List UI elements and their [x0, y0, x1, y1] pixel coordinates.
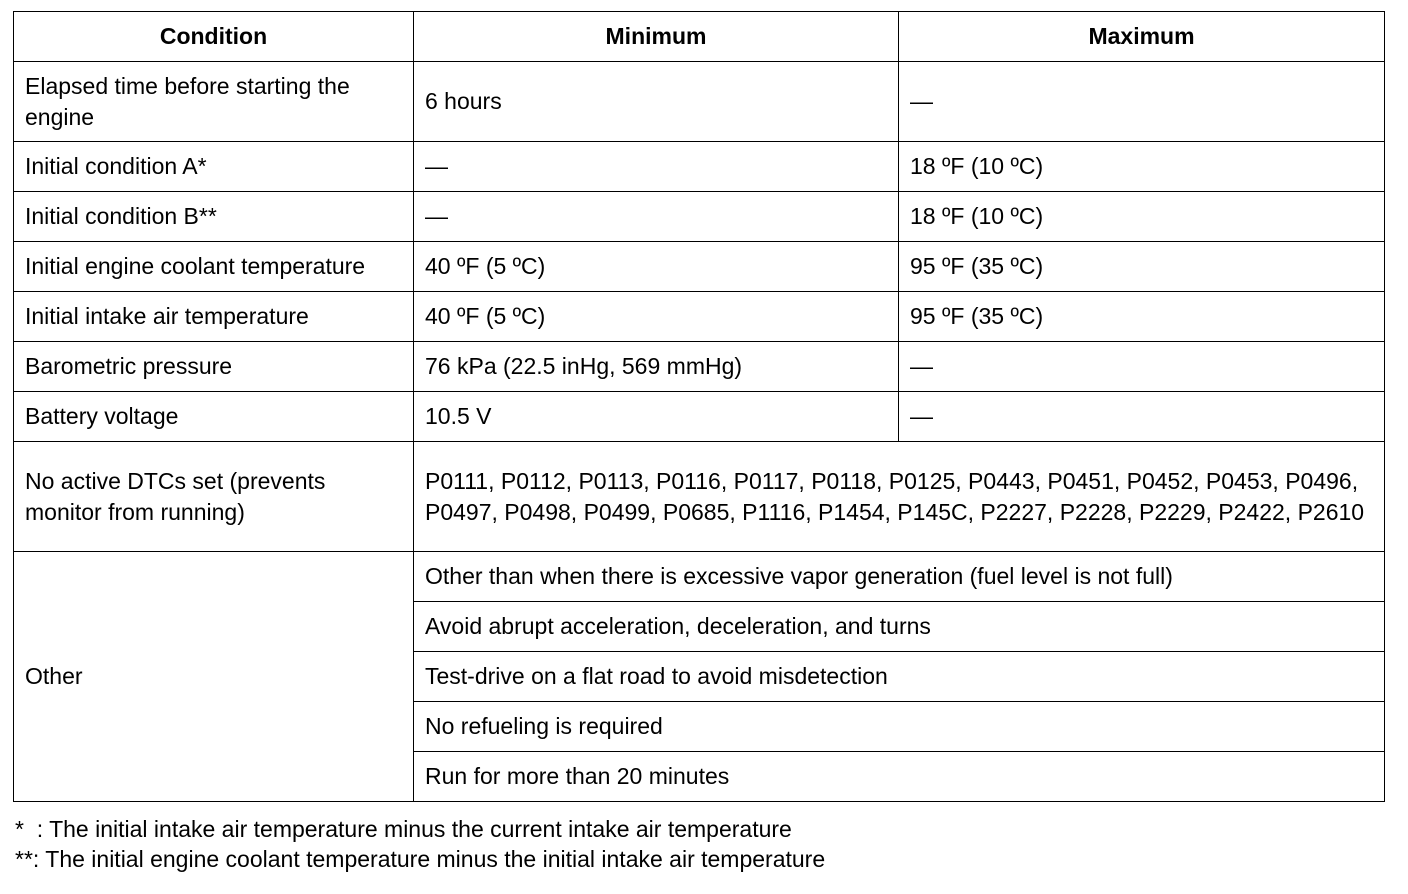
- table-row: [14, 62, 1385, 142]
- table-row: [14, 392, 1385, 442]
- other-item-cell: Test-drive on a flat road to avoid misdetection: [414, 652, 1385, 702]
- maximum-cell: —: [899, 392, 1385, 442]
- header-condition: Condition: [14, 12, 414, 62]
- maximum-cell: —: [899, 342, 1385, 392]
- minimum-cell: 6 hours: [414, 62, 899, 142]
- condition-cell: Elapsed time before starting the engine: [14, 62, 414, 142]
- header-minimum: Minimum: [414, 12, 899, 62]
- other-item-cell: Other than when there is excessive vapor generation (fuel level is not full): [414, 552, 1385, 602]
- maximum-cell: 18 ºF (10 ºC): [899, 192, 1385, 242]
- minimum-cell: 40 ºF (5 ºC): [414, 242, 899, 292]
- footnote-b: **: The initial engine coolant temperature minus the initial intake air temperature: [15, 846, 826, 872]
- minimum-cell: 76 kPa (22.5 inHg, 569 mmHg): [414, 342, 899, 392]
- footnotes: [15, 814, 825, 874]
- dtc-condition-cell: No active DTCs set (prevents monitor from running): [14, 442, 414, 552]
- minimum-cell: —: [414, 192, 899, 242]
- condition-cell: Initial condition A*: [14, 142, 414, 192]
- condition-cell: Barometric pressure: [14, 342, 414, 392]
- maximum-cell: —: [899, 62, 1385, 142]
- table-row: [14, 192, 1385, 242]
- other-condition-cell: Other: [14, 552, 414, 802]
- condition-cell: Initial intake air temperature: [14, 292, 414, 342]
- dtc-codes-cell: P0111, P0112, P0113, P0116, P0117, P0118, P0125, P0443, P0451, P0452, P0453, P0496, P0497, P0498, P0499, P0685, P1116, P1454, P145C, P2227, P2228, P2229, P2422, P2610: [414, 442, 1385, 552]
- minimum-cell: —: [414, 142, 899, 192]
- table-row: [14, 342, 1385, 392]
- footnote-a: * : The initial intake air temperature minus the current intake air temperature: [15, 816, 792, 842]
- maximum-cell: 18 ºF (10 ºC): [899, 142, 1385, 192]
- maximum-cell: 95 ºF (35 ºC): [899, 292, 1385, 342]
- minimum-cell: 40 ºF (5 ºC): [414, 292, 899, 342]
- condition-cell: Initial condition B**: [14, 192, 414, 242]
- minimum-cell: 10.5 V: [414, 392, 899, 442]
- maximum-cell: 95 ºF (35 ºC): [899, 242, 1385, 292]
- table-row: [14, 292, 1385, 342]
- header-row: [14, 12, 1385, 62]
- other-item-cell: Avoid abrupt acceleration, deceleration, and turns: [414, 602, 1385, 652]
- header-maximum: Maximum: [899, 12, 1385, 62]
- conditions-table: [13, 11, 1385, 802]
- table-row: [14, 142, 1385, 192]
- other-row: [14, 552, 1385, 602]
- other-item-cell: Run for more than 20 minutes: [414, 752, 1385, 802]
- dtc-row: [14, 442, 1385, 552]
- condition-cell: Initial engine coolant temperature: [14, 242, 414, 292]
- other-item-cell: No refueling is required: [414, 702, 1385, 752]
- condition-cell: Battery voltage: [14, 392, 414, 442]
- table-row: [14, 242, 1385, 292]
